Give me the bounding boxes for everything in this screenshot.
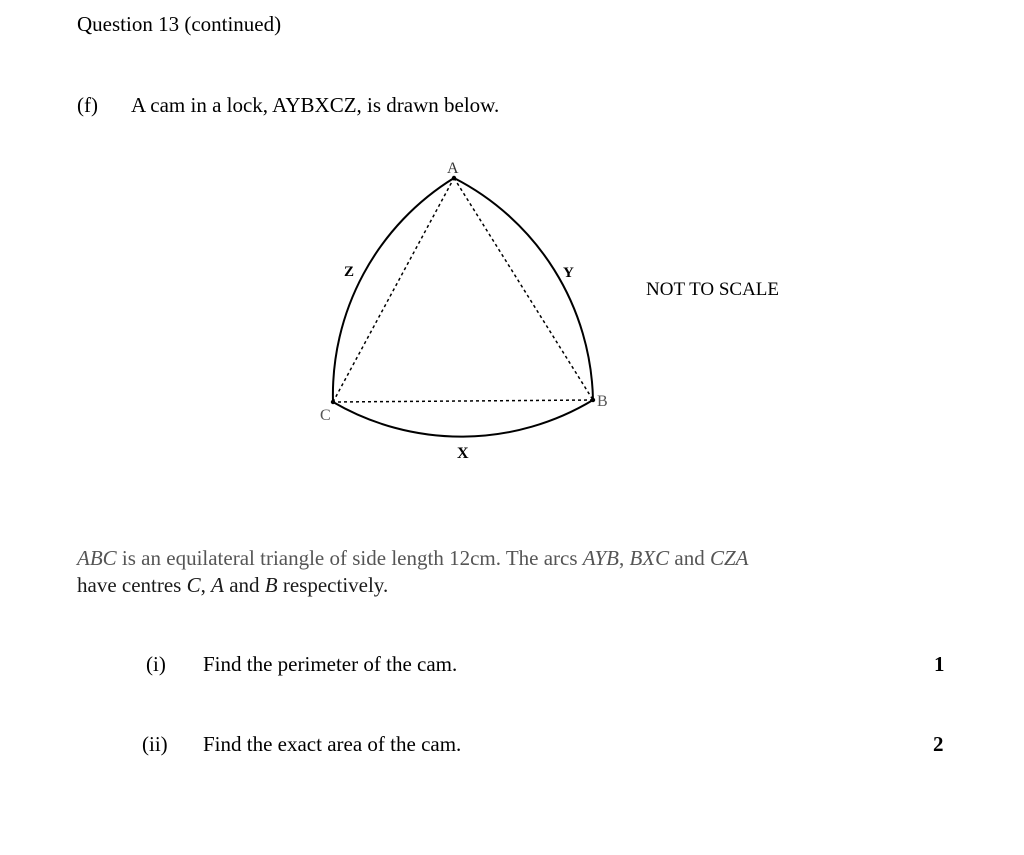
subquestion-i-label: (i) — [146, 652, 166, 676]
side-ca — [333, 178, 454, 402]
subquestion-i-text: Find the perimeter of the cam. — [203, 652, 458, 676]
vertex-c-dot — [331, 400, 335, 404]
vertex-b-dot — [591, 398, 595, 402]
subquestion-ii-marks: 2 — [933, 732, 944, 756]
description-line-1: ABC is an equilateral triangle of side length 12cm. The arcs AYB, BXC and CZA — [77, 546, 749, 570]
label-x: X — [457, 445, 469, 462]
part-text: A cam in a lock, AYBXCZ, is drawn below. — [131, 93, 500, 117]
desc-abc: ABC — [77, 546, 117, 570]
description-paragraph — [77, 545, 837, 599]
side-ab — [454, 178, 593, 400]
part-label: (f) — [77, 93, 98, 117]
description-line-2: have centres C, A and B respectively. — [77, 573, 389, 597]
label-b: B — [597, 393, 608, 410]
label-a: A — [447, 160, 459, 177]
side-bc — [333, 400, 593, 402]
subquestion-i-marks: 1 — [934, 652, 945, 676]
cam-diagram — [300, 150, 640, 470]
arc-bxc — [333, 400, 593, 437]
label-y: Y — [563, 265, 574, 281]
question-heading: Question 13 (continued) — [77, 12, 282, 36]
label-z: Z — [344, 264, 355, 280]
subquestion-ii-label: (ii) — [142, 732, 168, 756]
subquestion-ii-text: Find the exact area of the cam. — [203, 732, 462, 756]
not-to-scale-note: NOT TO SCALE — [646, 279, 780, 300]
label-c: C — [320, 407, 331, 424]
